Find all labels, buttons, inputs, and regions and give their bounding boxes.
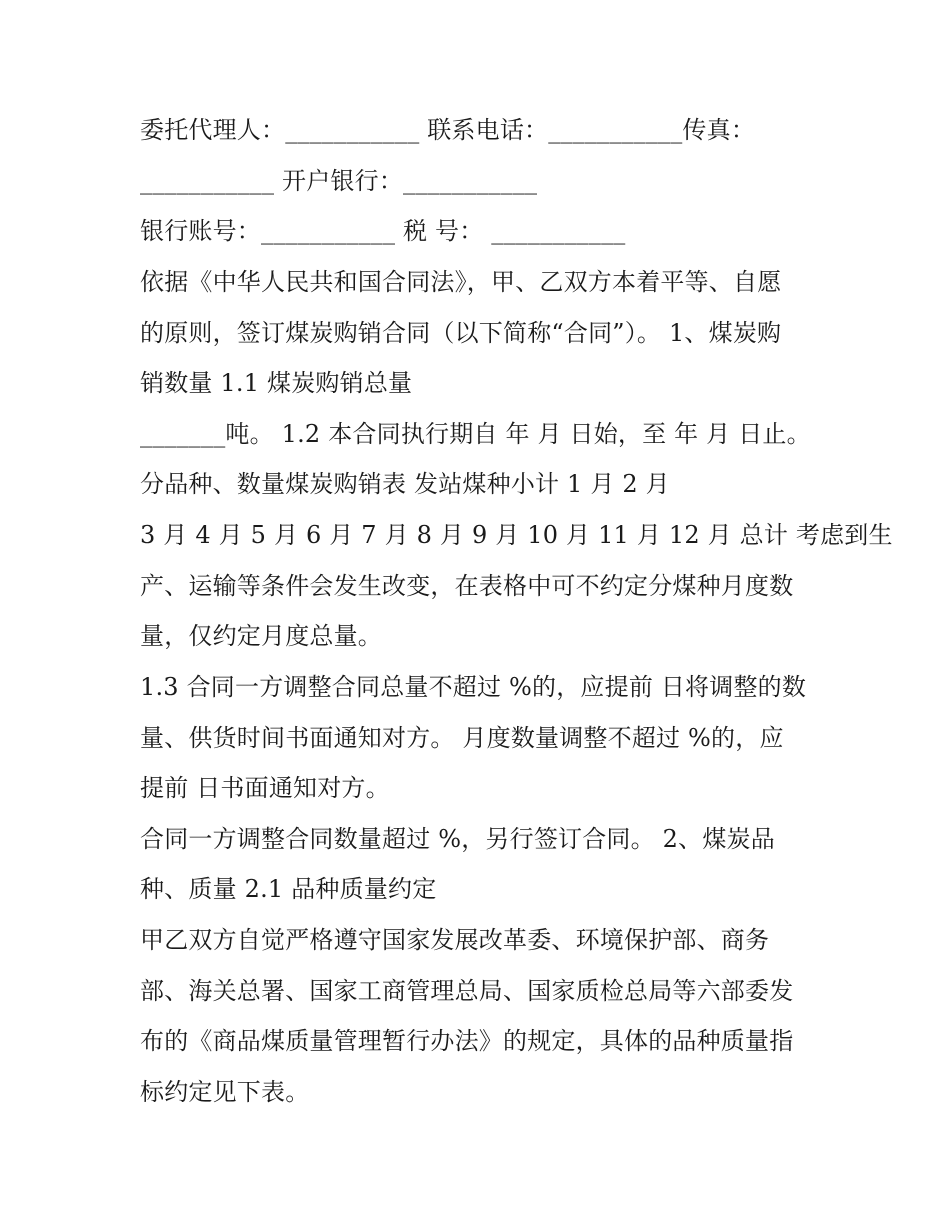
text-line: 标约定见下表。 [140, 1078, 310, 1106]
text-line: 依据《中华人民共和国合同法》，甲、乙双方本着平等、自愿 [140, 268, 782, 296]
text-line: 银行账号：___________ 税 号： ___________ [140, 217, 626, 245]
text-line: ___________ 开户银行：___________ [140, 167, 538, 195]
text-line: 部、海关总署、国家工商管理总局、国家质检总局等六部委发 [140, 977, 794, 1005]
text-line: 量、供货时间书面通知对方。 月度数量调整不超过 %的，应 [140, 724, 784, 752]
text-line: 的原则，签订煤炭购销合同（以下简称“合同”）。 1、煤炭购 [140, 319, 782, 347]
text-line: 布的《商品煤质量管理暂行办法》的规定，具体的品种质量指 [140, 1027, 794, 1055]
text-line: 合同一方调整合同数量超过 %，另行签订合同。 2、煤炭品 [140, 825, 775, 853]
text-line: 提前 日书面通知对方。 [140, 774, 390, 802]
text-line: 销数量 1.1 煤炭购销总量 [140, 369, 413, 397]
text-line: 3 月 4 月 5 月 6 月 7 月 8 月 9 月 10 月 11 月 12 月 总计 考虑到生 [140, 521, 893, 549]
text-line: 产、运输等条件会发生改变，在表格中可不约定分煤种月度数 [140, 572, 794, 600]
text-line: 委托代理人：___________ 联系电话：___________传真： [140, 116, 756, 144]
text-line: 分品种、数量煤炭购销表 发站煤种小计 1 月 2 月 [140, 470, 670, 498]
text-line: 种、质量 2.1 品种质量约定 [140, 875, 437, 903]
text-line: 量，仅约定月度总量。 [140, 622, 382, 650]
text-line: _______吨。 1.2 本合同执行期自 年 月 日始，至 年 月 日止。 [140, 420, 811, 448]
text-line: 1.3 合同一方调整合同总量不超过 %的，应提前 日将调整的数 [140, 673, 807, 701]
text-line: 甲乙双方自觉严格遵守国家发展改革委、环境保护部、商务 [140, 926, 770, 954]
